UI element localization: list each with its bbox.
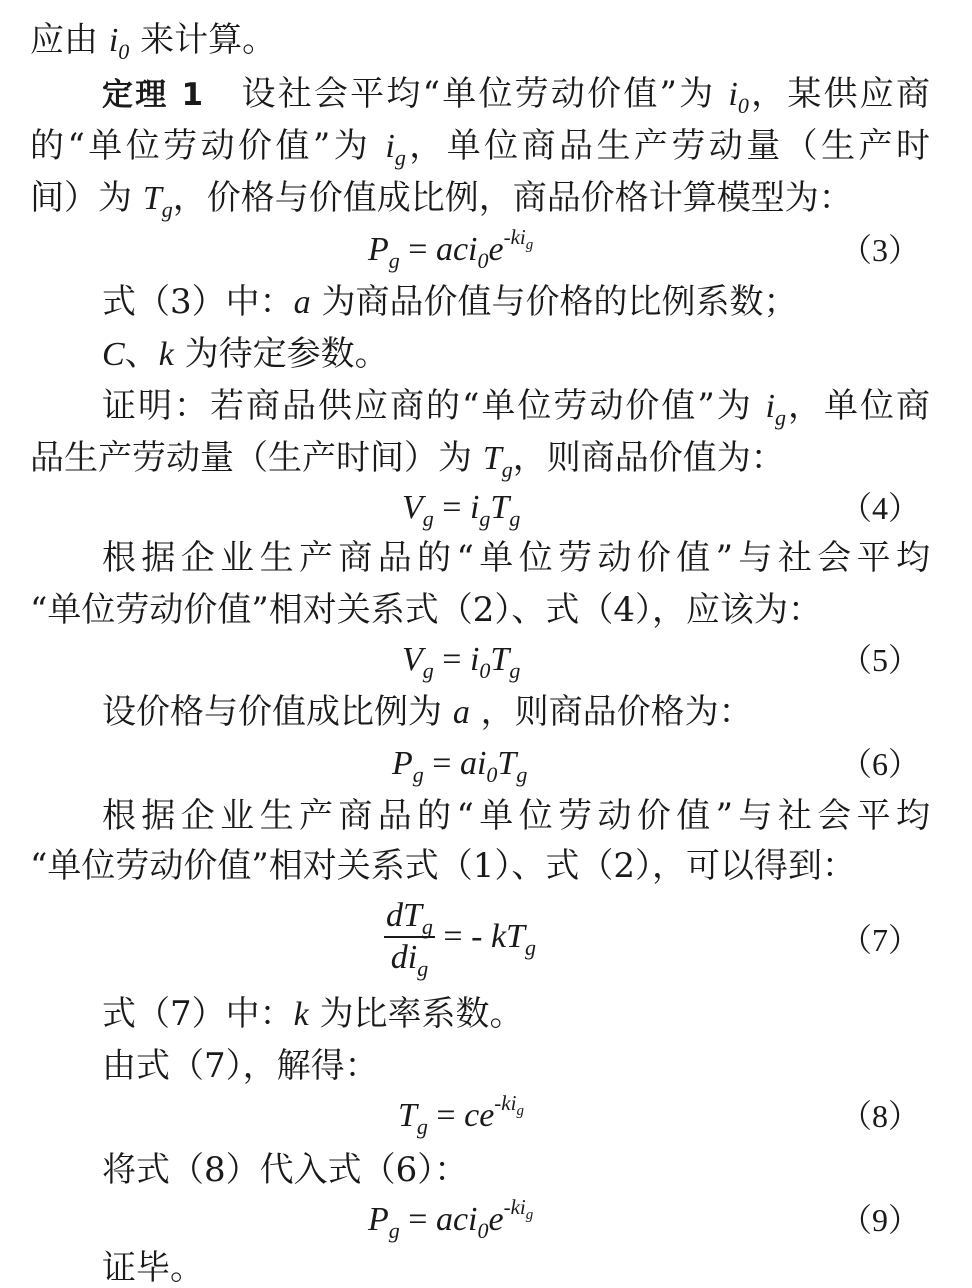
equation-5: $V_g = i_0T_g$ xyxy=(402,641,521,683)
text-line-4: 间）为 $T_g$，价格与价值成比例，商品价格计算模型为： xyxy=(30,178,853,222)
text-line-5: 式（3）中：a 为商品价值与价格的比例系数； xyxy=(102,282,798,322)
proof-end: 证毕。 xyxy=(102,1248,204,1288)
math-i0: $i_0$ xyxy=(108,22,130,64)
equation-6: $P_g = ai_0T_g$ xyxy=(392,745,528,787)
text-line-15: 由式（7），解得： xyxy=(102,1046,379,1086)
text-line-16: 将式（8）代入式（6）： xyxy=(102,1150,469,1190)
equation-3: $P_g = aci_0e^{-ki_g}$ xyxy=(368,225,534,273)
text-line-11: 设价格与价值成比例为 a ，则商品价格为： xyxy=(102,692,753,732)
text-line-1: 应由 $i_0$ 来计算。 xyxy=(30,20,277,64)
equation-number-4: （4） xyxy=(839,490,920,526)
text-line-9: 根据企业生产商品的“单位劳动价值”与社会平均 xyxy=(102,538,930,578)
equation-8: $T_g = ce^{-ki_g}$ xyxy=(398,1091,524,1139)
text-line-6: C、k 为待定参数。 xyxy=(102,334,389,374)
equation-number-6: （6） xyxy=(839,746,920,782)
fraction-dTg-dig: $\frac{dT_g}{di_g}$ xyxy=(386,897,433,981)
equation-4: $V_g = i_gT_g$ xyxy=(402,489,521,531)
equation-number-5: （5） xyxy=(839,642,920,678)
equation-9: $P_g = aci_0e^{-ki_g}$ xyxy=(368,1195,534,1243)
equation-number-7: （7） xyxy=(839,922,920,958)
equation-number-9: （9） xyxy=(839,1202,920,1238)
equation-number-8: （8） xyxy=(839,1098,920,1134)
text-line-3: 的“单位劳动价值”为 $i_g$，单位商品生产劳动量（生产时 xyxy=(30,126,931,170)
proof-start: 证明：若商品供应商的“单位劳动价值”为 $i_g$，单位商 xyxy=(102,386,930,430)
text-line-8: 品生产劳动量（生产时间）为 $T_g$，则商品价值为： xyxy=(30,438,785,482)
theorem-1-statement: 定理 1 设社会平均“单位劳动价值”为 $i_0$，某供应商 xyxy=(102,74,930,118)
theorem-label: 定理 1 xyxy=(102,77,204,113)
text-line-14: 式（7）中：k 为比率系数。 xyxy=(102,994,524,1034)
equation-7: $\frac{dT_g}{di_g}$ = - $kT_g$ xyxy=(386,897,536,981)
text-line-13: “单位劳动价值”相对关系式（1）、式（2），可以得到： xyxy=(30,846,857,886)
text-line-10: “单位劳动价值”相对关系式（2）、式（4），应该为： xyxy=(30,590,823,630)
text-line-12: 根据企业生产商品的“单位劳动价值”与社会平均 xyxy=(102,796,930,836)
equation-number-3: （3） xyxy=(839,232,920,268)
